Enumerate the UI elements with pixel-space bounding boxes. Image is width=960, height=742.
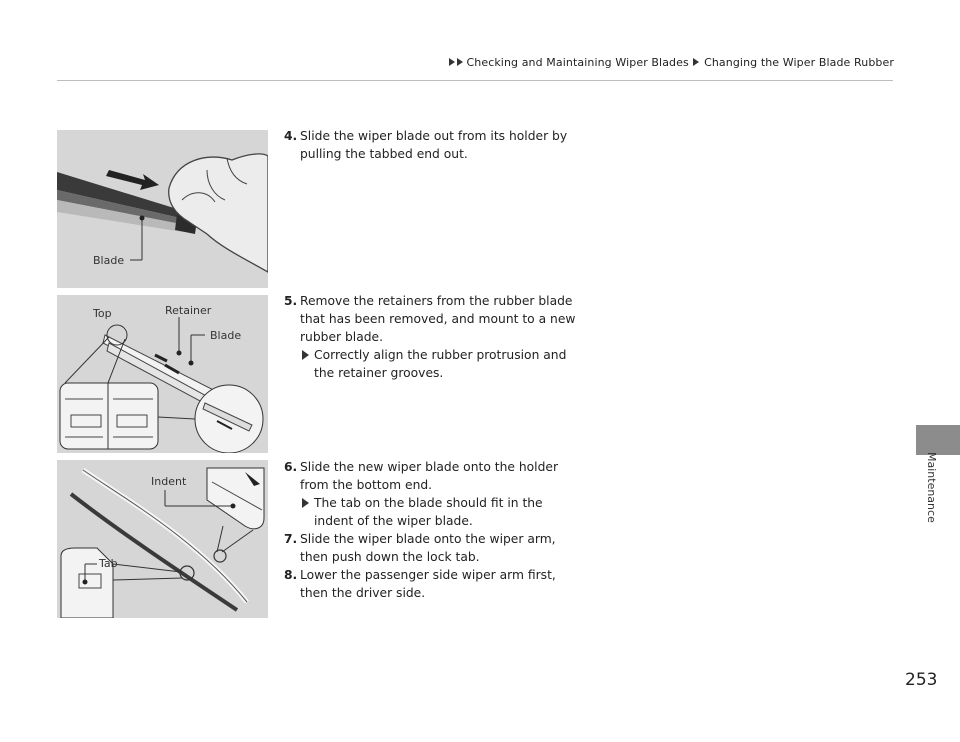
step-number: 4. <box>284 129 298 143</box>
section-label: Maintenance <box>925 452 938 523</box>
step-text: Slide the new wiper blade onto the holder from the bottom end. <box>300 460 559 492</box>
step-5 <box>284 292 584 382</box>
step-6-8 <box>284 458 584 602</box>
figure2-top-label: Top <box>93 307 112 320</box>
page-number: 253 <box>905 670 938 690</box>
figure2-blade-label: Blade <box>210 329 242 342</box>
section-tab[interactable] <box>916 425 960 455</box>
step-note <box>300 494 584 530</box>
step-number: 8. <box>284 568 298 582</box>
arrow-icon <box>300 494 314 530</box>
step-text: Remove the retainers from the rubber blade that has been removed, and mount to a new rubber blade. <box>300 294 576 344</box>
arrow-icon <box>457 58 463 66</box>
step-text: Lower the passenger side wiper arm first, then the driver side. <box>300 568 556 600</box>
step-text: Slide the wiper blade onto the wiper arm, then push down the lock tab. <box>300 532 556 564</box>
breadcrumb <box>448 56 894 69</box>
step-4 <box>284 127 584 163</box>
arrow-icon <box>693 58 699 66</box>
figure-retainer <box>57 295 268 453</box>
step-number: 6. <box>284 460 298 474</box>
figure3-tab-label: Tab <box>99 557 118 570</box>
figure1-blade-label: Blade <box>93 254 125 267</box>
note-text: Correctly align the rubber protrusion and the retainer grooves. <box>314 348 567 380</box>
figure2-retainer-label: Retainer <box>165 304 212 317</box>
arrow-icon <box>449 58 455 66</box>
breadcrumb-section[interactable]: Checking and Maintaining Wiper Blades <box>466 56 689 69</box>
figure-tab-indent <box>57 460 268 618</box>
figure3-indent-label: Indent <box>151 475 187 488</box>
step-number: 5. <box>284 294 298 308</box>
breadcrumb-topic[interactable]: Changing the Wiper Blade Rubber <box>704 56 894 69</box>
step-note <box>300 346 584 382</box>
step-text: Slide the wiper blade out from its holder by pulling the tabbed end out. <box>300 129 568 161</box>
note-text: The tab on the blade should fit in the indent of the wiper blade. <box>314 496 543 528</box>
figure-blade-removal <box>57 130 268 288</box>
step-number: 7. <box>284 532 298 546</box>
arrow-icon <box>300 346 314 382</box>
header-divider <box>57 80 893 81</box>
